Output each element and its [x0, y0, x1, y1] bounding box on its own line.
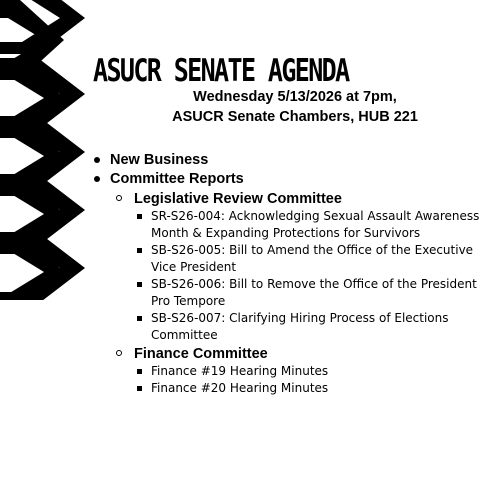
square-bullet-icon — [137, 214, 142, 219]
committee-finance — [110, 345, 495, 397]
square-bullet-icon — [137, 386, 142, 391]
list-item — [134, 208, 495, 242]
list-item — [134, 363, 495, 380]
list-item — [134, 276, 495, 310]
bullet-icon — [94, 176, 100, 182]
meeting-date: Wednesday 5/13/2026 at 7pm, — [193, 89, 397, 105]
committee-legislative-review — [110, 190, 495, 344]
list-item-text: SB-S26-006: Bill to Remove the Office of the President Pro Tempore — [151, 277, 477, 308]
list-item-text: SR-S26-004: Acknowledging Sexual Assault Awareness Month & Expanding Protections for Survivors — [151, 209, 480, 240]
list-item-text: SB-S26-005: Bill to Amend the Office of the Executive Vice President — [151, 243, 474, 274]
agenda-item-new-business — [90, 151, 495, 170]
square-bullet-icon — [137, 316, 142, 321]
agenda-item-committee-reports — [90, 170, 495, 397]
bullet-icon — [94, 157, 100, 163]
committee-name: Finance Committee — [134, 346, 268, 362]
page-title: ASUCR SENATE AGENDA — [93, 52, 349, 89]
hollow-bullet-icon — [116, 350, 122, 356]
chevron-pattern-decoration — [0, 0, 90, 300]
agenda-item-label: Committee Reports — [110, 171, 244, 187]
list-item — [134, 242, 495, 276]
committee-name: Legislative Review Committee — [134, 191, 342, 207]
square-bullet-icon — [137, 282, 142, 287]
list-item-text: Finance #20 Hearing Minutes — [151, 381, 329, 395]
list-item — [134, 380, 495, 397]
list-item-text: SB-S26-007: Clarifying Hiring Process of Elections Committee — [151, 311, 449, 342]
square-bullet-icon — [137, 248, 142, 253]
list-item-text: Finance #19 Hearing Minutes — [151, 364, 329, 378]
agenda-list — [90, 151, 495, 397]
list-item — [134, 310, 495, 344]
agenda-item-label: New Business — [110, 152, 209, 168]
meeting-location: ASUCR Senate Chambers, HUB 221 — [172, 109, 418, 125]
hollow-bullet-icon — [116, 195, 122, 201]
square-bullet-icon — [137, 369, 142, 374]
